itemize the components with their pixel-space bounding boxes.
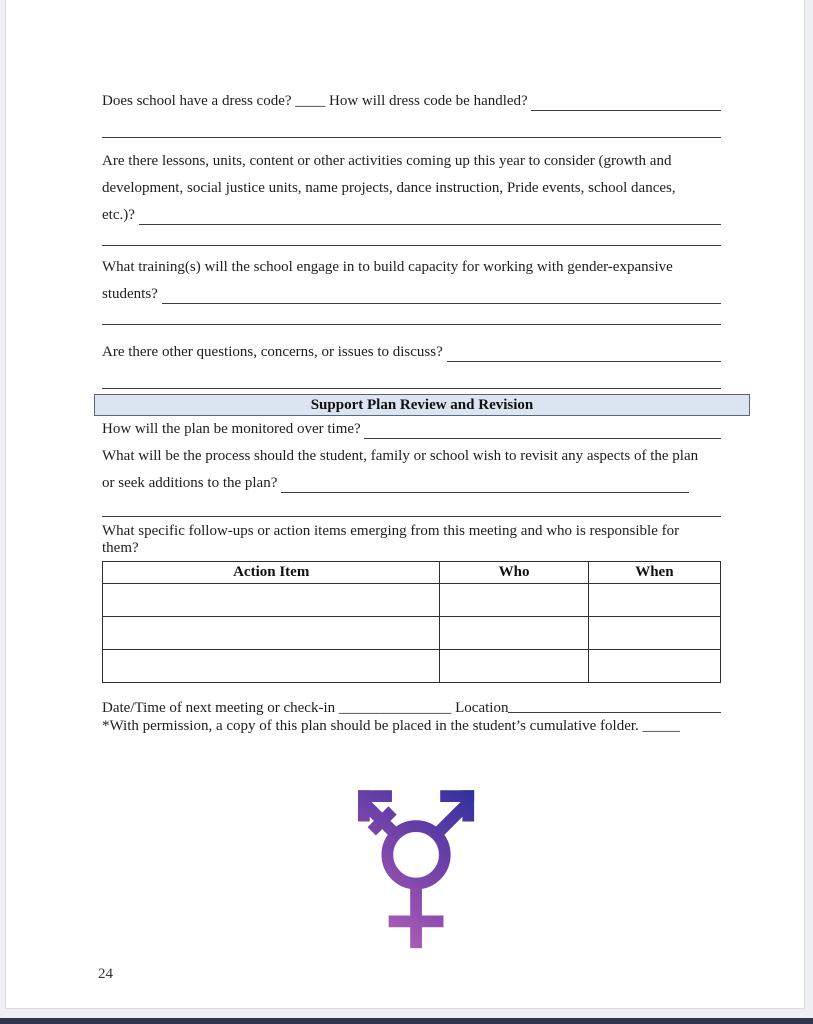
answer-blank — [447, 339, 721, 362]
answer-blank — [162, 281, 721, 304]
question-text: etc.)? — [102, 207, 139, 223]
question-text: What specific follow-ups or action items emerging from this meeting and who is responsible for — [102, 523, 680, 539]
cell-when — [588, 650, 720, 683]
cell-who — [440, 584, 588, 617]
transgender-symbol-icon — [346, 785, 477, 952]
column-header-when: When — [588, 562, 720, 584]
action-items-table — [102, 561, 721, 683]
answer-blank-line — [102, 127, 721, 138]
question-lessons-line2 — [102, 175, 721, 202]
question-revisit-line2 — [102, 470, 721, 497]
question-text: or seek additions to the plan? — [102, 475, 282, 491]
cell-action-item — [103, 617, 440, 650]
cell-when — [588, 584, 720, 617]
question-other-concerns — [102, 339, 721, 366]
question-lessons-line1 — [102, 148, 721, 175]
question-text: students? — [102, 286, 162, 302]
question-text: What training(s) will the school engage in to build capacity for working with gender-expansive — [102, 259, 673, 275]
answer-blank — [531, 88, 721, 111]
answer-blank-line — [102, 506, 721, 517]
cell-action-item — [103, 584, 440, 617]
document-page — [5, 0, 805, 1009]
column-header-action-item: Action Item — [103, 562, 440, 584]
question-text: How will the plan be monitored over time? — [102, 421, 365, 437]
next-meeting-line — [102, 699, 721, 717]
logo-container — [102, 785, 721, 957]
answer-blank — [364, 416, 721, 439]
question-dress-code — [102, 88, 721, 115]
column-header-who: Who — [440, 562, 588, 584]
section-header-review-revision: Support Plan Review and Revision — [94, 394, 750, 416]
answer-blank-line — [102, 235, 721, 246]
question-followups-line2 — [102, 540, 721, 557]
question-text: Does school have a dress code? ____ How will dress code be handled? — [102, 93, 532, 109]
table-row — [103, 584, 721, 617]
next-meeting-text: Date/Time of next meeting or check-in _______________ Location — [102, 700, 509, 716]
table-row — [103, 650, 721, 683]
permission-note-text: *With permission, a copy of this plan should be placed in the student’s cumulative folder. _____ — [102, 718, 681, 734]
question-training-line1 — [102, 254, 721, 281]
question-revisit-line1 — [102, 443, 721, 470]
question-monitored — [102, 416, 721, 443]
question-training-line2 — [102, 281, 721, 308]
cell-when — [588, 617, 720, 650]
permission-note-line — [102, 717, 721, 735]
table-header-row — [103, 562, 721, 584]
question-text: development, social justice units, name projects, dance instruction, Pride events, school dances, — [102, 180, 676, 196]
answer-blank — [281, 470, 689, 493]
cell-who — [440, 617, 588, 650]
question-text: Are there lessons, units, content or other activities coming up this year to consider (growth and — [102, 153, 672, 169]
answer-blank-line — [102, 378, 721, 389]
answer-blank-line — [102, 314, 721, 325]
cell-action-item — [103, 650, 440, 683]
page-number: 24 — [98, 966, 113, 982]
answer-blank — [508, 699, 721, 713]
question-text: Are there other questions, concerns, or issues to discuss? — [102, 344, 447, 360]
cell-who — [440, 650, 588, 683]
viewer-bottom-bar — [0, 1018, 813, 1024]
question-text: What will be the process should the student, family or school wish to revisit any aspects of the plan — [102, 448, 699, 464]
table-row — [103, 617, 721, 650]
question-text: them? — [102, 540, 139, 556]
question-followups-line1 — [102, 523, 721, 540]
page-content — [6, 0, 721, 957]
answer-blank — [139, 202, 721, 225]
question-lessons-line3 — [102, 202, 721, 229]
